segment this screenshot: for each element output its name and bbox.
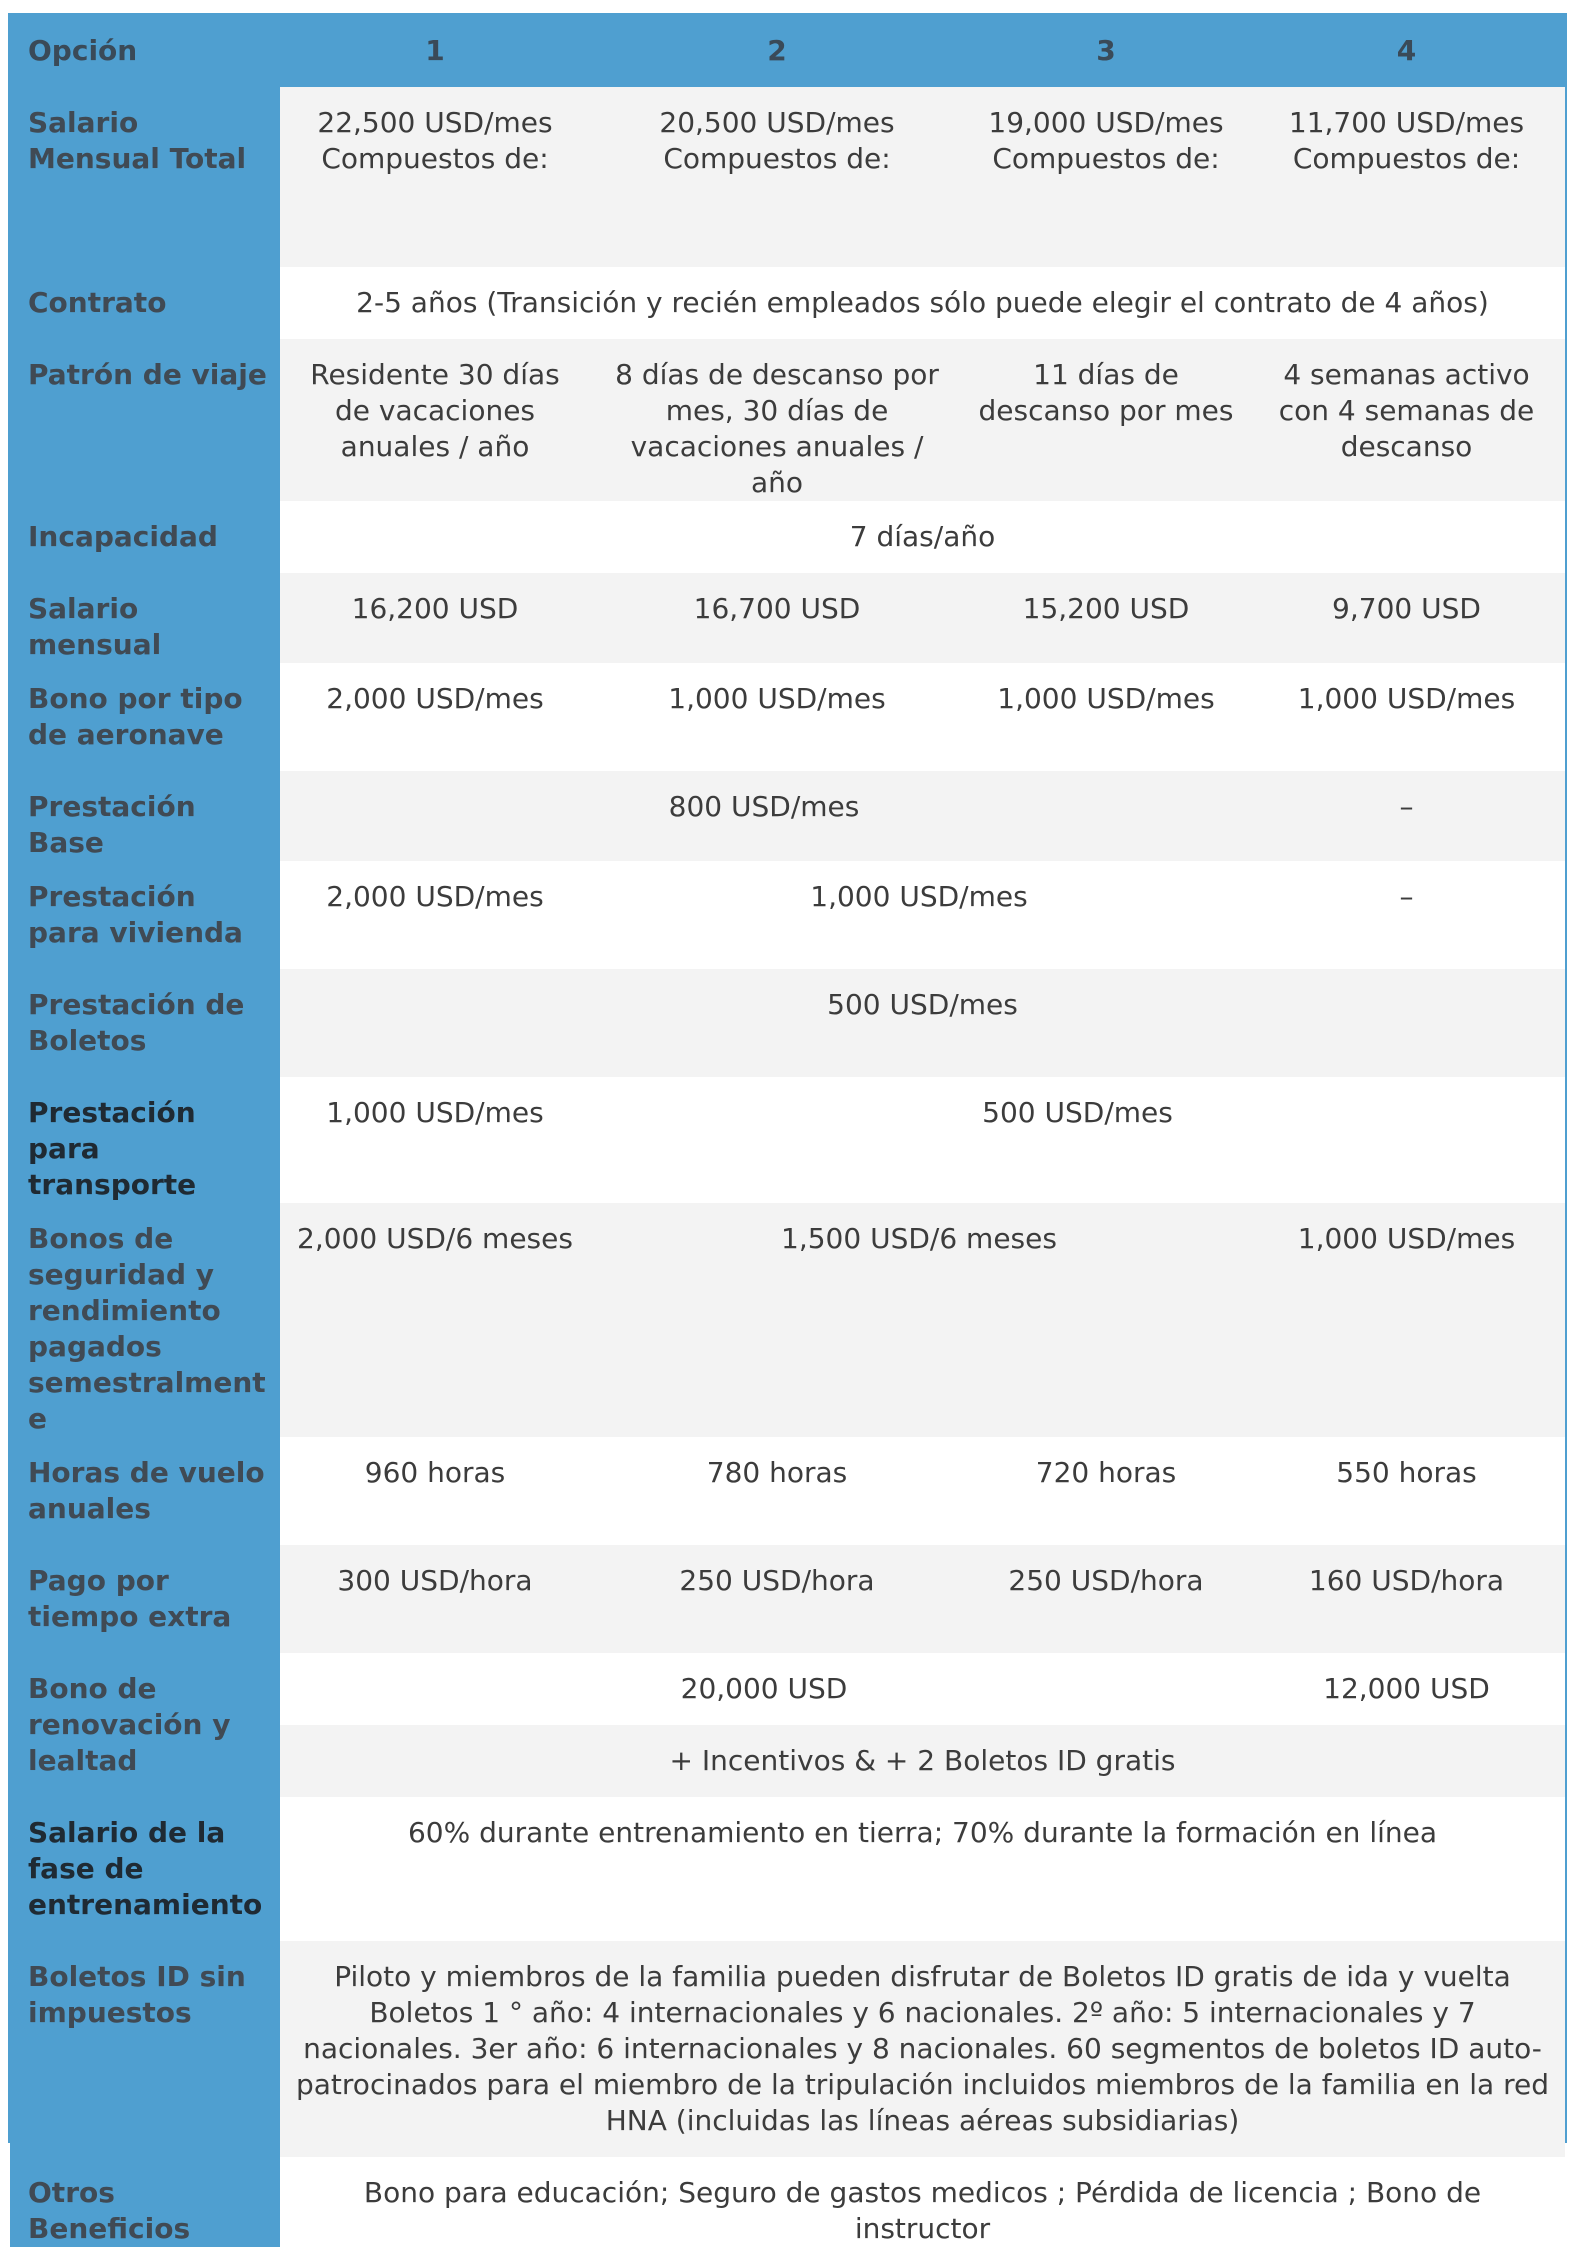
table-row-vivienda — [10, 861, 1565, 969]
table-row-renovacion — [10, 1653, 1565, 1725]
cell: 960 horas — [280, 1437, 590, 1545]
cell: 19,000 USD/mes Compuestos de: — [964, 87, 1248, 267]
cell: 160 USD/hora — [1248, 1545, 1565, 1653]
table-row-entrenamiento — [10, 1797, 1565, 1941]
row-label: Boletos ID sin impuestos — [10, 1941, 280, 2157]
cell: 800 USD/mes — [280, 771, 1248, 861]
cell: – — [1248, 861, 1565, 969]
header-option-2: 2 — [590, 15, 964, 87]
row-label: Patrón de viaje — [10, 339, 280, 501]
cell: 1,000 USD/mes — [1248, 1203, 1565, 1437]
cell: 2-5 años (Transición y recién empleados sólo puede elegir el contrato de 4 años) — [280, 267, 1565, 339]
cell: 1,500 USD/6 meses — [590, 1203, 1248, 1437]
cell: + Incentivos & + 2 Boletos ID gratis — [280, 1725, 1565, 1797]
cell: Piloto y miembros de la familia pueden disfrutar de Boletos ID gratis de ida y vuelta Boletos 1 ° año: 4 internacionales y 6 nacionales. 2º año: 5 internacionales y 7 nacionales. 3er año: 6 internacionales y 8 nacionales. 60 segmentos de boletos ID auto-patrocinados para el miembro de la tripulación incluidos miembros de la familia en la red HNA (incluidas las líneas aéreas subsidiarias) — [280, 1941, 1565, 2157]
table-row-bono-aeronave — [10, 663, 1565, 771]
cell: 16,200 USD — [280, 573, 590, 663]
row-label: Contrato — [10, 267, 280, 339]
cell: 11,700 USD/mes Compuestos de: — [1248, 87, 1565, 267]
cell: 720 horas — [964, 1437, 1248, 1545]
table-row-patron-viaje — [10, 339, 1565, 501]
row-label: Pago por tiempo extra — [10, 1545, 280, 1653]
cell: 550 horas — [1248, 1437, 1565, 1545]
header-option: Opción — [10, 15, 280, 87]
table-row-otros — [10, 2157, 1565, 2247]
cell: – — [1248, 771, 1565, 861]
row-label: Prestación Base — [10, 771, 280, 861]
cell: 4 semanas activo con 4 semanas de descanso — [1248, 339, 1565, 501]
cell: 2,000 USD/mes — [280, 663, 590, 771]
cell: 1,000 USD/mes — [964, 663, 1248, 771]
table-row-bonos-seguridad — [10, 1203, 1565, 1437]
table-row-contrato — [10, 267, 1565, 339]
cell: 2,000 USD/6 meses — [280, 1203, 590, 1437]
cell: 20,000 USD — [280, 1653, 1248, 1725]
cell: 20,500 USD/mes Compuestos de: — [590, 87, 964, 267]
cell: 300 USD/hora — [280, 1545, 590, 1653]
table-row-transporte — [10, 1077, 1565, 1203]
header-option-1: 1 — [280, 15, 590, 87]
table-row-prestacion-boletos — [10, 969, 1565, 1077]
row-label: Prestación de Boletos — [10, 969, 280, 1077]
cell: 15,200 USD — [964, 573, 1248, 663]
table-row-prestacion-base — [10, 771, 1565, 861]
cell: 16,700 USD — [590, 573, 964, 663]
table-row-salario-total — [10, 87, 1565, 267]
header-option-4: 4 — [1248, 15, 1565, 87]
row-label: Prestación para transporte — [10, 1077, 280, 1203]
cell: Bono para educación; Seguro de gastos medicos ; Pérdida de licencia ; Bono de instructor — [280, 2157, 1565, 2247]
row-label: Incapacidad — [10, 501, 280, 573]
cell: 500 USD/mes — [280, 969, 1565, 1077]
table-header-row — [10, 15, 1565, 87]
benefits-table — [10, 15, 1565, 2247]
cell: 250 USD/hora — [964, 1545, 1248, 1653]
cell: 1,000 USD/mes — [1248, 663, 1565, 771]
cell: 60% durante entrenamiento en tierra; 70% durante la formación en línea — [280, 1797, 1565, 1941]
table-row-tiempo-extra — [10, 1545, 1565, 1653]
cell: 500 USD/mes — [590, 1077, 1565, 1203]
row-label: Salario mensual — [10, 573, 280, 663]
table-row-horas-vuelo — [10, 1437, 1565, 1545]
row-label: Salario de la fase de entrenamiento — [10, 1797, 280, 1941]
cell: 22,500 USD/mes Compuestos de: — [280, 87, 590, 267]
table-row-boletos-id — [10, 1941, 1565, 2157]
cell: 11 días de descanso por mes — [964, 339, 1248, 501]
cell: 1,000 USD/mes — [590, 663, 964, 771]
cell: 250 USD/hora — [590, 1545, 964, 1653]
row-label: Salario Mensual Total — [10, 87, 280, 267]
row-label: Prestación para vivienda — [10, 861, 280, 969]
row-label: Bono de renovación y lealtad — [10, 1653, 280, 1797]
cell: 780 horas — [590, 1437, 964, 1545]
cell: 2,000 USD/mes — [280, 861, 590, 969]
cell: Residente 30 días de vacaciones anuales / año — [280, 339, 590, 501]
cell: 9,700 USD — [1248, 573, 1565, 663]
benefits-table-container — [8, 13, 1567, 2245]
cell: 7 días/año — [280, 501, 1565, 573]
cell: 1,000 USD/mes — [590, 861, 1248, 969]
table-row-incapacidad — [10, 501, 1565, 573]
cell: 8 días de descanso por mes, 30 días de vacaciones anuales / año — [590, 339, 964, 501]
row-label: Horas de vuelo anuales — [10, 1437, 280, 1545]
cell: 12,000 USD — [1248, 1653, 1565, 1725]
table-row-salario-mensual — [10, 573, 1565, 663]
row-label: Otros Beneficios — [10, 2157, 280, 2247]
row-label: Bono por tipo de aeronave — [10, 663, 280, 771]
header-option-3: 3 — [964, 15, 1248, 87]
row-label: Bonos de seguridad y rendimiento pagados semestralmente — [10, 1203, 280, 1437]
cell: 1,000 USD/mes — [280, 1077, 590, 1203]
